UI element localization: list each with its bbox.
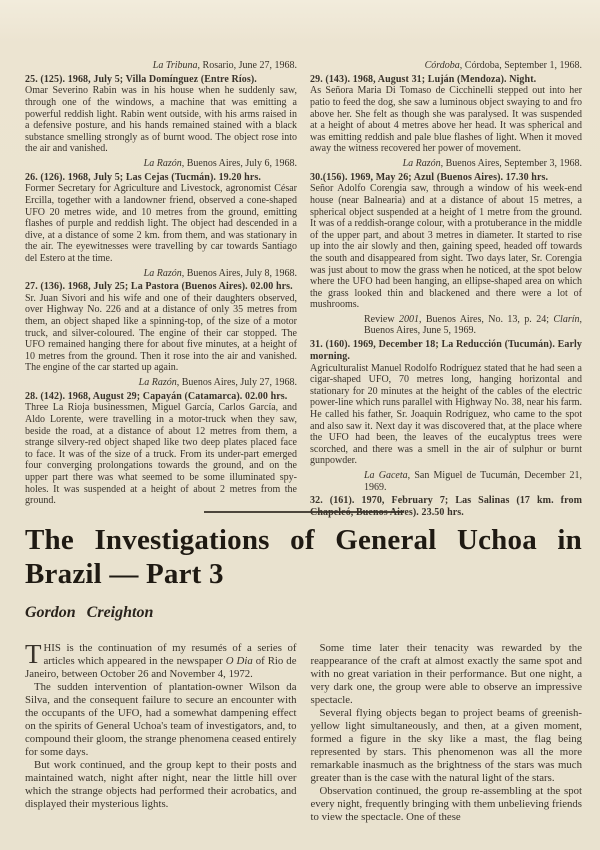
entry-25-heading: 25. (125). 1968, July 5; Villa Domínguez (Entre Ríos). xyxy=(25,73,257,85)
citation-detail: , Buenos Aires, July 27, 1968. xyxy=(176,377,297,389)
citation-detail: , Buenos Aires, June 5, 1969. xyxy=(364,313,583,337)
entry-32-heading: 32. (161). 1970, February 7; Las Salinas (17 km. from Chapelcó, Buenos Aires). 23.50 hrs. xyxy=(310,495,582,518)
intro-caps: HIS xyxy=(43,642,61,654)
catalog-right-column xyxy=(310,57,583,518)
citation-detail: , San Miguel de Tucumán, December 21, 1969. xyxy=(364,470,582,493)
headline-line-2: Brazil — Part 3 xyxy=(25,558,224,590)
citation-la-razon-1 xyxy=(25,158,297,170)
article-body xyxy=(25,639,582,824)
entry-29-body: As Señora Maria Di Tomaso de Cicchinelli stepped out into her patio to feed the dog, she saw a luminous object swaying to and fro above her. She felt as though she was paralysed. It was suspended at a height of about 4 metres above her head. It was spherical and was emitting reddish and pale blue flashes of light. When it moved away the witness recovered her power of movement. xyxy=(310,85,582,155)
entry-31-body: Agriculturalist Manuel Rodolfo Rodríguez stated that he had seen a cigar-shaped UFO, 70 metres long, hanging horizontal and stationary for 20 minutes at the height of the cables of the electric power-line which runs parallel with Highway No. 38, near his farm. He called his father, Sr. Joaquin Rodríguez, who came to the spot and also saw it. Next day it was discovered that, at the place where the UFO had been, the leaves of the eucalyptus trees were scorched, and there was a smell in the air of sulphur or burnt gunpowder. xyxy=(310,362,582,467)
citation-la-razon-2 xyxy=(25,268,297,280)
citation-detail: , Buenos Aires, No. 13, p. 24; xyxy=(418,313,554,325)
citation-detail: , Buenos Aires, September 3, 1968. xyxy=(440,157,582,169)
newspaper-name: O Dia xyxy=(225,655,253,667)
citation-source: 2001 xyxy=(398,313,419,325)
headline-line-1: The Investigations of General Uchoa in xyxy=(25,524,582,556)
article-paragraph: Observation continued, the group re-assembling at the spot every night, frequently bringing with them unbelieving friends to view the spectacle. One of these xyxy=(310,785,582,823)
entry-30-heading: 30.(156). 1969, May 26; Azul (Buenos Aires). 17.30 hrs. xyxy=(310,171,549,183)
citation-detail: , Buenos Aires, July 6, 1968. xyxy=(181,157,297,169)
entry-28-heading: 28. (142). 1968, August 29; Capayán (Catamarca). 02.00 hrs. xyxy=(25,390,288,402)
citation-la-razon-3 xyxy=(25,377,297,389)
citation-detail: , Rosario, June 27, 1968. xyxy=(197,60,297,71)
citation-la-razon-4 xyxy=(310,158,582,170)
article-paragraph: But work continued, and the group kept to their posts and maintained watch, night after night, near the little hill over which the strange objects had performed their acrobatics, and displayed their mysterious lights. xyxy=(25,759,297,810)
article-right-column xyxy=(311,642,583,824)
citation-source: La Tribuna xyxy=(152,60,198,71)
intro-text: of Rio de Janeiro, between October 26 and November 4, 1972. xyxy=(25,655,297,680)
citation-la-gaceta xyxy=(310,470,582,493)
article-paragraph: The sudden intervention of plantation-owner Wilson da Silva, and the consequent failure to secure an encounter with the occupants of the UFO, had a somewhat dampening effect on the spirits of General Uchoa's team of investigators, and, to compound their gloom, the strange phenomena ceased entirely for some days. xyxy=(25,681,297,758)
entry-27-heading: 27. (136). 1968, July 25; La Pastora (Buenos Aires). 02.00 hrs. xyxy=(25,281,293,293)
dropcap-letter: T xyxy=(25,639,42,669)
entry-31-heading: 31. (160). 1969, December 18; La Reducción (Tucumán). Early morning. xyxy=(310,339,582,362)
citation-source: La Razón xyxy=(143,267,182,279)
citation-source: La Razón xyxy=(402,157,441,169)
citation-source: La Razón xyxy=(138,377,177,389)
entry-26-heading: 26. (126). 1968, July 5; Las Cejas (Tucmán). 19.20 hrs. xyxy=(25,171,261,183)
citation-source: Clarín xyxy=(553,313,580,325)
entry-29-heading: 29. (143). 1968, August 31; Luján (Mendoza). Night. xyxy=(310,73,537,85)
citation-review-2001 xyxy=(310,314,582,337)
citation-cordoba xyxy=(310,60,582,72)
citation-source: Córdoba xyxy=(424,60,460,71)
entry-25-body: Omar Severino Rabin was in his house when he suddenly saw, through one of the windows, a machine that was emitting a powerful reddish light. Rabin went outside, with his arms raised in a defensive posture, and his hands remained stained with a black substance smelling strongly as of burnt wood. The object rose into the air and vanished. xyxy=(25,85,297,155)
citation-detail: Review xyxy=(364,313,399,325)
article-paragraph: Several flying objects began to project beams of greenish-yellow light simultaneously, and then, at a given moment, formed a figure in the sky like a mast, the flag being represented by stars. This phenomenon was all the more remarkable inasmuch as the brightness of the stars was much greater than is the case with the natural light of the stars. xyxy=(310,707,582,784)
entry-27-body: Sr. Juan Sivori and his wife and one of their daughters observed, over Highway No. 226 and at a distance of only 35 metres from them, an object shaped like a spinning-top, of the size of a motor truck, and silver-coloured. The engine of their car stopped. The UFO remained hanging there for about five minutes, at a height of 10 metres from the ground. Then it rose into the air and vanished. The engine of the car started up again. xyxy=(25,292,297,374)
citation-detail: , Córdoba, September 1, 1968. xyxy=(459,60,582,71)
citation-detail: , Buenos Aires, July 8, 1968. xyxy=(181,267,297,279)
article-intro-paragraph xyxy=(25,639,297,681)
entry-26-body: Former Secretary for Agriculture and Livestock, agronomist César Ercilla, together with a landowner friend, observed a cone-shaped UFO 20 metres wide, and 10 metres from the ground, emitting flashes of purple and reddish light. The object had descended in a dive, at a distance of some 2 km. from them, and was stationary in the air. The eyewitnesses were travelling by car towards Santiago del Estero at the time. xyxy=(25,183,297,264)
entry-28-body: Three La Rioja businessmen, Miguel García, Carlos García, and Aldo Lorente, were travelling in a motor-truck when they saw, beside the road, at a distance of about 12 metres from them, a strange silvery-red object shaped like two deep plates placed face to face. It was of the size of a truck. From its under-part emerged four converging prolongations towards the ground, and on the upper part there was what seemed to be some illuminated spy-holes. It was suspended at a height of about 2 metres from the ground. xyxy=(25,402,297,507)
catalog-left-column xyxy=(25,57,297,507)
citation-source: La Razón xyxy=(143,157,182,169)
sightings-catalog xyxy=(25,57,583,518)
author-byline: Gordon Creighton xyxy=(25,604,154,621)
article-headline xyxy=(25,523,582,591)
entry-30-body: Señor Adolfo Corengia saw, through a window of his week-end house (near Balnearia) and at a distance of about 15 metres, a spherical object suspended at a height of 1 metre from the ground. It was of a reddish-orange colour, with a protuberance in the middle of the upper part, and about 3 metres in diameter. It started to rise up into the air slowly and then, gaining speed, headed off towards the south and disappeared from sight. Two days later, Sr. Corengia was just about to mow the grass when he noticed, at the spot below where the UFO had been hanging, an ellipse-shaped area on which the grass looked thin and blackened and there were a lot of mushrooms. xyxy=(310,183,582,311)
intro-text: is the continuation of my resumés of a series of articles which appeared in the newspaper xyxy=(43,642,297,667)
article-left-column xyxy=(25,639,297,824)
article-paragraph: Some time later their tenacity was rewarded by the reappearance of the craft at almost exactly the same spot and with no great variation in their performance. But one night, a very dark one, the group were able to observe an impressive spectacle. xyxy=(310,642,582,706)
citation-source: La Gaceta xyxy=(364,470,408,481)
citation-la-tribuna xyxy=(25,60,297,72)
